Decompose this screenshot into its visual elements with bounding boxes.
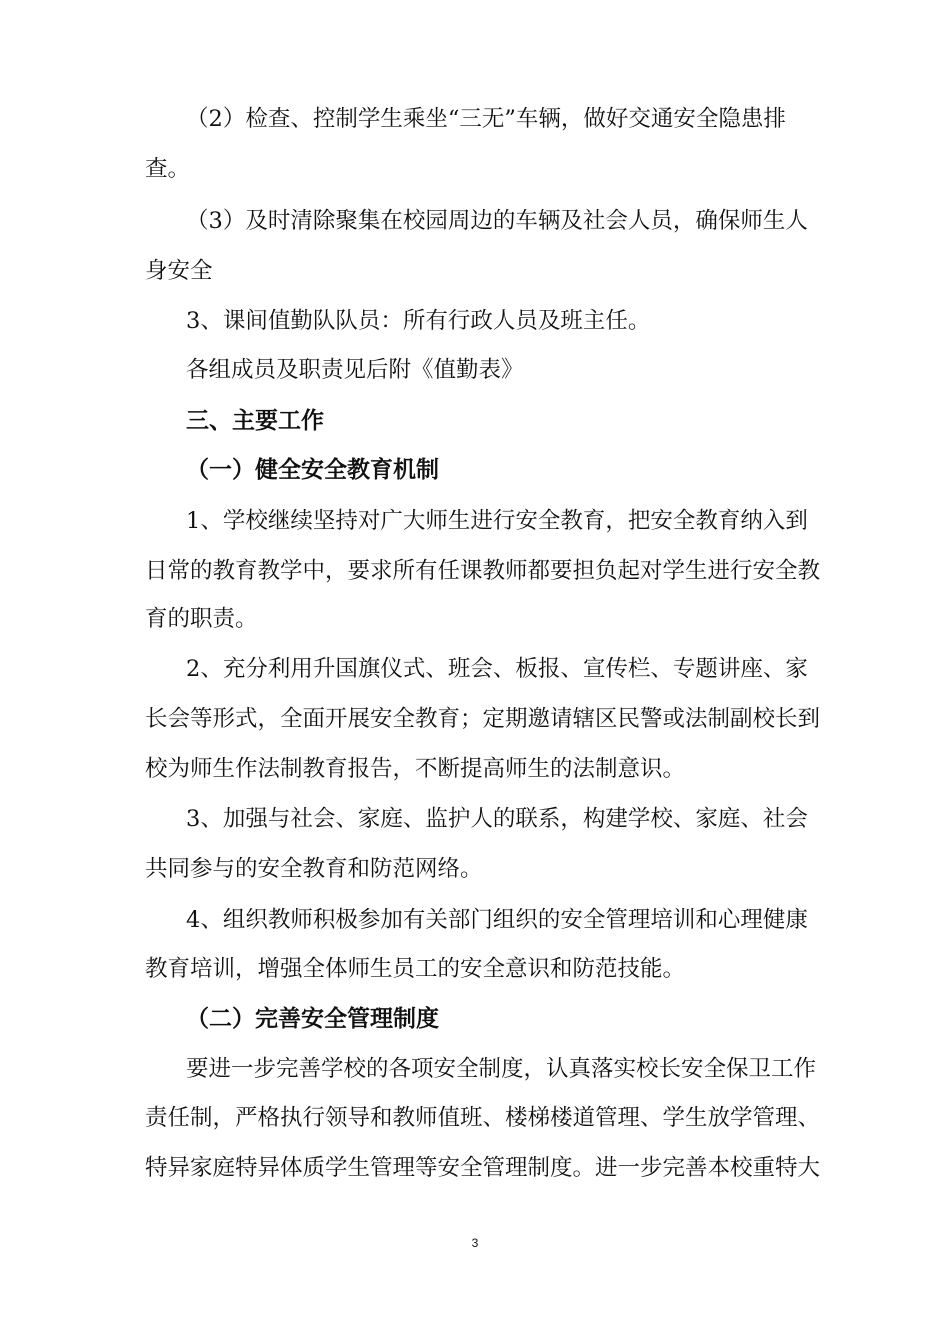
body-line-22: 特异家庭特异体质学生管理等安全管理制度。进一步完善本校重特大 — [145, 1155, 821, 1181]
subsection-heading-management: （二）完善安全管理制度 — [186, 1006, 439, 1032]
body-line-13: 长会等形式，全面开展安全教育；定期邀请辖区民警或法制副校长到 — [145, 706, 821, 732]
body-line-15: 3、加强与社会、家庭、监护人的联系，构建学校、家庭、社会 — [186, 806, 808, 832]
body-line-6: 各组成员及职责见后附《值勤表》 — [186, 357, 524, 383]
body-line-9: 1、学校继续坚持对广大师生进行安全教育，把安全教育纳入到 — [186, 508, 808, 534]
body-line-3: （3）及时清除聚集在校园周边的车辆及社会人员，确保师生人 — [186, 208, 808, 234]
body-line-5: 3、课间值勤队队员：所有行政人员及班主任。 — [186, 308, 651, 334]
body-line-18: 教育培训，增强全体师生员工的安全意识和防范技能。 — [145, 956, 686, 982]
body-line-16: 共同参与的安全教育和防范网络。 — [145, 856, 483, 882]
page-number: 3 — [471, 1236, 479, 1250]
body-line-10: 日常的教育教学中，要求所有任课教师都要担负起对学生进行安全教 — [145, 558, 821, 584]
body-line-2: 查。 — [145, 156, 191, 182]
body-line-20: 要进一步完善学校的各项安全制度，认真落实校长安全保卫工作 — [186, 1056, 817, 1082]
body-line-12: 2、充分利用升国旗仪式、班会、板报、宣传栏、专题讲座、家 — [186, 656, 808, 682]
body-line-11: 育的职责。 — [145, 606, 258, 632]
body-line-1: （2）检查、控制学生乘坐“三无”车辆，做好交通安全隐患排 — [186, 106, 786, 132]
section-heading-main-work: 三、主要工作 — [186, 408, 324, 434]
body-line-17: 4、组织教师积极参加有关部门组织的安全管理培训和心理健康 — [186, 907, 808, 933]
body-line-21: 责任制，严格执行领导和教师值班、楼梯楼道管理、学生放学管理、 — [145, 1105, 821, 1131]
subsection-heading-education: （一）健全安全教育机制 — [186, 457, 439, 483]
body-line-14: 校为师生作法制教育报告，不断提高师生的法制意识。 — [145, 756, 686, 782]
body-line-4: 身安全 — [145, 258, 213, 284]
